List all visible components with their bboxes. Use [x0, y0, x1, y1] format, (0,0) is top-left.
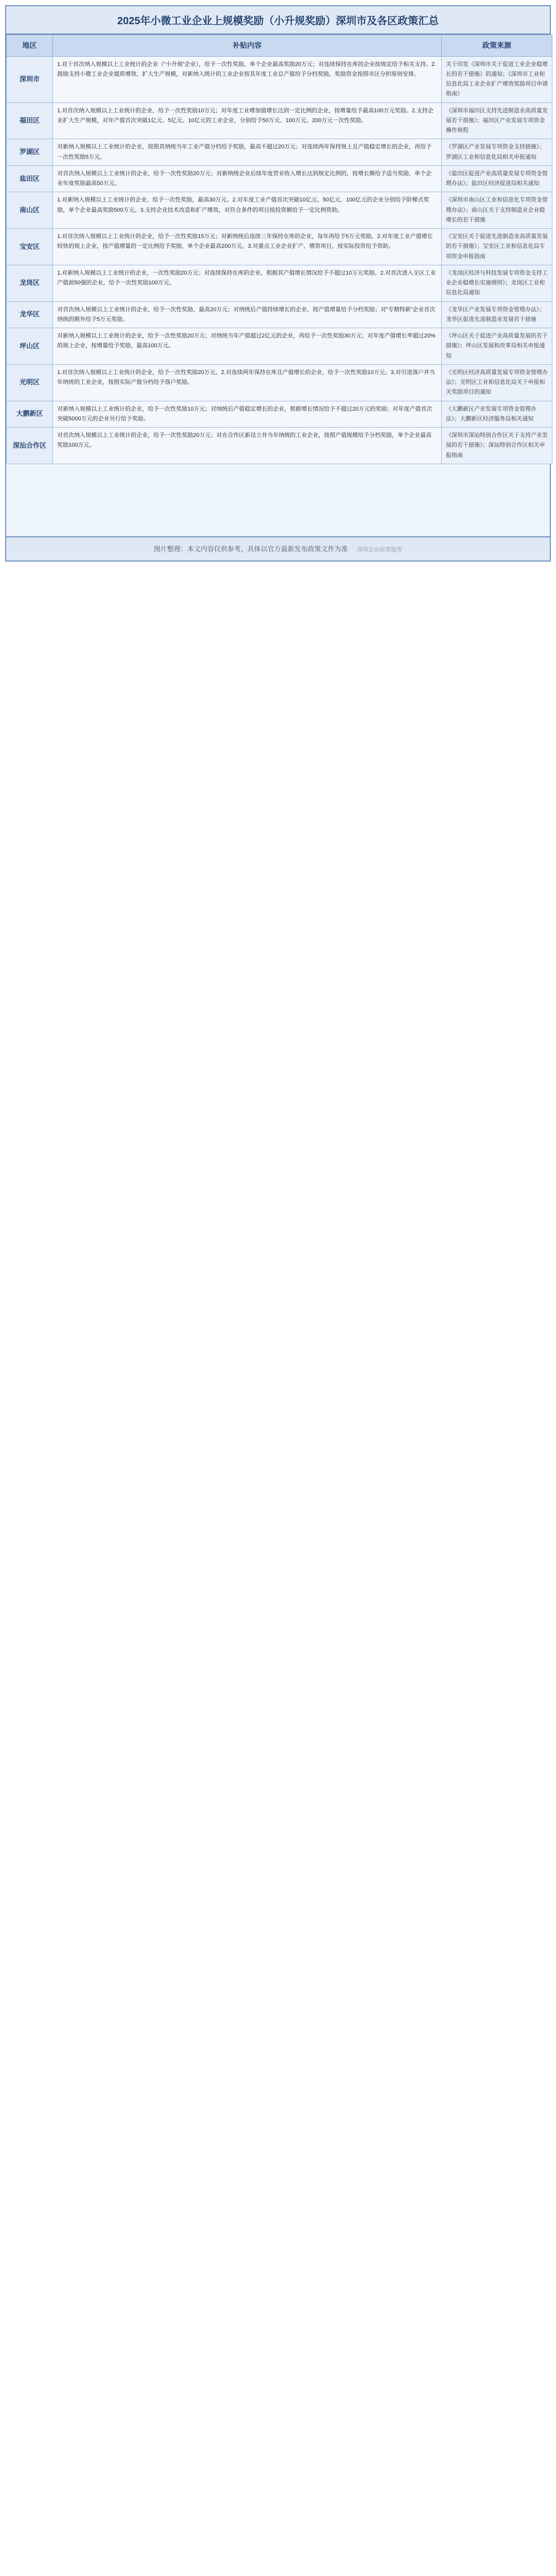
policy-source-cell: 《龙岗区经济与科技发展专项资金支持工业企业稳增长实施细则》；龙岗区工业和信息化局通知 [442, 265, 552, 301]
subsidy-content-cell: 对新纳入规模以上工业统计的企业，给予一次性奖励10万元；对纳统后产值稳定增长的企业，根据增长情况给予不超过20万元的奖励；对年度产值首次突破5000万元的企业另行给予奖励。 [53, 401, 442, 428]
subsidy-content-cell: 1.对新纳入规模以上工业统计的企业，给予一次性奖励，最高30万元。2.对年度工业产值首次突破10亿元、50亿元、100亿元的企业分别给予阶梯式奖励，单个企业最高奖励500万元。3.支持企业技术改造和扩产增效，对符合条件的项目按投资额给予一定比例资助。 [53, 192, 442, 229]
policy-source-cell: 关于印发《深圳市关于促进工业企业稳增长的若干措施》的通知；《深圳市工业和信息化局工业企业扩产增效奖励项目申请指南》 [442, 56, 552, 103]
subsidy-content-cell: 1.对首次纳入规模以上工业统计的企业，给予一次性奖励20万元。2.对连续两年保持在库且产值增长的企业，给予一次性奖励10万元。3.对引进落户并当年纳统的工业企业，按照实际产值分档给予落户奖励。 [53, 364, 442, 401]
table-row [7, 401, 552, 428]
policy-source-cell: 《深圳市南山区工业和信息化专项资金管理办法》；南山区关于支持制造业企业稳增长的若干措施 [442, 192, 552, 229]
table-header-row [7, 35, 552, 57]
subsidy-content-cell: 对新纳入规模以上工业统计的企业，给予一次性奖励20万元；对纳统当年产值超过2亿元的企业，再给予一次性奖励30万元；对年度产值增长率超过20%的规上企业，按增量给予奖励，最高100万元。 [53, 328, 442, 365]
policy-source-cell: 《龙华区产业发展专项资金管理办法》；龙华区促进先进制造业发展若干措施 [442, 301, 552, 328]
header-content: 补贴内容 [53, 35, 442, 57]
subsidy-content-cell: 对首次纳入规模以上工业统计的企业，给予一次性奖励20万元；对新纳统企业后续年度营业收入增长达到规定比例的，按增长额给予适当奖励，单个企业年度奖励最高50万元。 [53, 165, 442, 192]
district-cell: 光明区 [7, 364, 53, 401]
district-cell: 深汕合作区 [7, 428, 53, 464]
table-row [7, 328, 552, 365]
district-cell: 龙岗区 [7, 265, 53, 301]
policy-source-cell: 《深圳市福田区支持先进制造业高质量发展若干措施》；福田区产业发展专项资金操作规程 [442, 103, 552, 139]
subsidy-content-cell: 对新纳入规模以上工业统计的企业，按照其纳统当年工业产值分档给予奖励，最高不超过20万元；对连续两年保持规上且产值稳定增长的企业，再给予一次性奖励5万元。 [53, 139, 442, 166]
subsidy-content-cell: 1.对于首次纳入规模以上工业统计的企业（“小升规”企业），给予一次性奖励，单个企业最高奖励20万元；对连续保持在库的企业按规定给予相关支持。2.鼓励支持小微工业企业提质增效、扩大生产规模，对新纳入统计的工业企业按其年度工业总产值给予分档奖励，奖励资金按照市区分担原则安排。 [53, 56, 442, 103]
table-row [7, 229, 552, 265]
policy-source-cell: 《坪山区关于促进产业高质量发展的若干措施》；坪山区发展和改革局相关申报通知 [442, 328, 552, 365]
table-row [7, 301, 552, 328]
table-row [7, 192, 552, 229]
table-body [7, 56, 552, 464]
table-row [7, 165, 552, 192]
subsidy-content-cell: 1.对首次纳入规模以上工业统计的企业，给予一次性奖励10万元；对年度工业增加值增长达到一定比例的企业，按增量给予最高100万元奖励。2.支持企业扩大生产规模，对年产值首次突破1亿元、5亿元、10亿元的工业企业，分别给予50万元、100万元、200万元一次性奖励。 [53, 103, 442, 139]
policy-source-cell: 《大鹏新区产业发展专项资金管理办法》；大鹏新区经济服务局相关通知 [442, 401, 552, 428]
policy-source-cell: 《罗湖区产业发展专项资金支持措施》；罗湖区工业和信息化局相关申报通知 [442, 139, 552, 166]
policy-source-cell: 《深圳市深汕特别合作区关于支持产业发展的若干措施》；深汕特别合作区相关申报指南 [442, 428, 552, 464]
district-cell: 龙华区 [7, 301, 53, 328]
district-cell: 坪山区 [7, 328, 53, 365]
district-cell: 南山区 [7, 192, 53, 229]
district-cell: 大鹏新区 [7, 401, 53, 428]
district-cell: 罗湖区 [7, 139, 53, 166]
subsidy-content-cell: 1.对新纳入规模以上工业统计的企业，一次性奖励20万元；对连续保持在库的企业，根据其产值增长情况给予不超过10万元奖励。2.对首次进入全区工业产值前50强的企业，给予一次性奖励100万元。 [53, 265, 442, 301]
district-cell: 深圳市 [7, 56, 53, 103]
policy-table [6, 35, 552, 464]
district-cell: 宝安区 [7, 229, 53, 265]
footer-note [6, 536, 550, 561]
blank-area [6, 464, 550, 536]
table-row [7, 103, 552, 139]
table-row [7, 265, 552, 301]
policy-source-cell: 《宝安区关于促进先进制造业高质量发展的若干措施》；宝安区工业和信息化局专项资金申报指南 [442, 229, 552, 265]
footer-text: 图片整理：本文内容仅供参考，具体以官方最新发布政策文件为准 [153, 545, 348, 553]
table-row [7, 364, 552, 401]
district-cell: 福田区 [7, 103, 53, 139]
policy-source-cell: 《盐田区促进产业高质量发展专项资金管理办法》；盐田区经济促进局相关通知 [442, 165, 552, 192]
page-title: 2025年小微工业企业上规模奖励（小升规奖励）深圳市及各区政策汇总 [6, 6, 550, 35]
table-row [7, 139, 552, 166]
table-row [7, 428, 552, 464]
subsidy-content-cell: 对首次纳入规模以上工业统计的企业，给予一次性奖励20万元；对在合作区新设立并当年纳统的工业企业，按照产值规模给予分档奖励，单个企业最高奖励100万元。 [53, 428, 442, 464]
policy-source-cell: 《光明区经济高质量发展专项资金管理办法》；光明区工业和信息化局关于申报相关奖励项目的通知 [442, 364, 552, 401]
header-district: 地区 [7, 35, 53, 57]
table-row [7, 56, 552, 103]
policy-page [5, 5, 551, 562]
watermark-text: 深圳企业政策服务 [357, 546, 403, 553]
header-source: 政策来源 [442, 35, 552, 57]
district-cell: 盐田区 [7, 165, 53, 192]
subsidy-content-cell: 1.对首次纳入规模以上工业统计的企业，给予一次性奖励15万元；对新纳统后连续三年保持在库的企业，每年再给予5万元奖励。2.对年度工业产值增长较快的规上企业，按产值增量的一定比例给予奖励，单个企业最高200万元。3.对重点工业企业扩产、增资项目，按实际投资给予资助。 [53, 229, 442, 265]
subsidy-content-cell: 对首次纳入规模以上工业统计的企业，给予一次性奖励，最高20万元；对纳统后产值持续增长的企业，按产值增量给予分档奖励；对“专精特新”企业首次纳统的额外给予5万元奖励。 [53, 301, 442, 328]
